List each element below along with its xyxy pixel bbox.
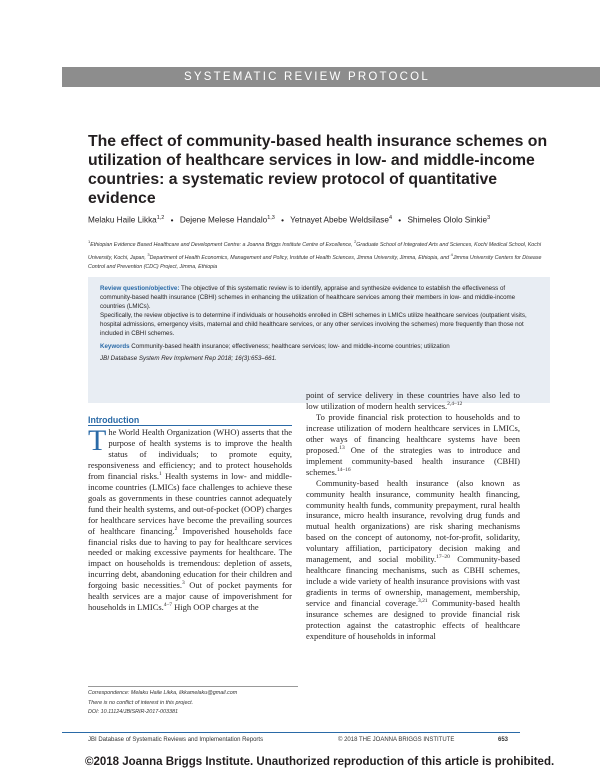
body-paragraph — [306, 412, 520, 478]
author-affil-sup: 4 — [388, 215, 392, 221]
page-number: 653 — [498, 737, 509, 743]
citation-ref: 1 — [159, 470, 162, 477]
abstract-keywords — [100, 342, 538, 351]
heading-rule — [88, 425, 292, 426]
abstract-specific: Specifically, the review objective is to determine if individuals or households enrolled in CBHI schemes in LMICs utilize healthcare services (outpatient visits, hospital admissions, emergency visits, maternal and child healthcare services, or any other services involving the schemes) more frequently than those not included in CBHI schemes. — [100, 312, 527, 338]
abstract-box — [88, 277, 550, 403]
intro-text: Health systems in low- and middle-income countries (LMICs) face challenges to achieve these goals as governments in these countries cannot adequately fund their health systems, and out-of-pocket (OOP) charges for healthcare services have become the prevailing sources of healthcare financing. — [88, 470, 292, 536]
body-text: One of the strategies was to introduce and implement community-based health insurance (CBHI) schemes. — [306, 444, 520, 477]
footnote-rule — [88, 686, 298, 687]
body-text: Community-based healthcare financing mechanisms, such as CBHI schemes, include a wide variety of health insurance provisions with vast gradients in terms of ownership, management, membership, service and financial coverage. — [306, 554, 520, 609]
section-banner — [62, 67, 600, 87]
abstract-objective — [100, 284, 538, 311]
author-separator: • — [170, 215, 174, 225]
footer-copyright: © 2018 THE JOANNA BRIGGS INSTITUTE — [338, 737, 455, 743]
left-column — [88, 424, 292, 613]
author-name: Shimeles Ololo Sinkie — [407, 215, 488, 225]
affil-number: 4 — [450, 251, 453, 257]
banner-text: SYSTEMATIC REVIEW PROTOCOL — [184, 71, 430, 83]
keywords-label: Keywords — [100, 342, 130, 350]
drop-cap: T — [88, 424, 107, 457]
keywords-text: Community-based health insurance; effectiveness; healthcare services; low- and middle-income countries; utilization — [129, 342, 450, 350]
body-paragraph — [306, 478, 520, 642]
author-affil-sup: 1,2 — [156, 215, 165, 221]
citation-ref: 3 — [181, 580, 185, 587]
affiliations — [88, 237, 548, 272]
citation-ref: 2,4–12 — [447, 401, 463, 408]
affil-text: Graduate School of Integrated Arts and Sciences, Kochi Medical School, Kochi University, Kochi, Japan, — [88, 241, 542, 261]
right-column — [306, 390, 520, 642]
author-separator: • — [398, 215, 402, 225]
intro-text: he World Health Organization (WHO) asserts that the purpose of health systems is to improve the health status of individuals; to promote equity, responsiveness and efficiency; and to protect households from financial risks. — [88, 427, 292, 481]
introduction-heading: Introduction — [88, 415, 140, 425]
body-text: Community-based health insurance schemes are designed to provide financial risk protection against the catastrophic effects of healthcare expenditure of households in informal — [306, 598, 520, 641]
correspondence-footnote — [88, 689, 298, 718]
body-text: To provide financial risk protection to households and to increase utilization of modern healthcare services in LMICs, other ways of financing healthcare systems have been proposed. — [306, 411, 520, 455]
abstract-label: Review question/objective: — [100, 285, 180, 292]
citation-ref: 3,21 — [418, 598, 428, 605]
author-name: Melaku Haile Likka — [88, 215, 157, 225]
citation-ref: 4–7 — [163, 602, 173, 609]
affil-number: 3 — [147, 251, 150, 257]
affil-text: Ethiopian Evidence Based Healthcare and Development Centre: a Joanna Briggs Institute Centre of Excellence, — [90, 241, 355, 248]
affil-text: Department of Health Economics, Management and Policy, Institute of Health Sciences, Jimma University, Jimma, Ethiopia, and — [149, 254, 451, 261]
intro-text: Out of pocket payments for health services are a major cause of impoverishment for households in LMICs. — [88, 580, 292, 613]
author-affil-sup: 1,3 — [267, 215, 275, 221]
body-text: point of service delivery in these countries have also led to low utilization of modern health services. — [306, 390, 520, 411]
body-text: Community-based health insurance (also known as community health insurance, community health financing, community health funds, community prepayment, rural health insurance, micro health insurance, revolving drug funds and mutual health organizations) are risk sharing mechanisms based on the concept of autonomy, not-for-profit, solidarity, voluntary affiliation, participatory decision making and management, and social mobility. — [306, 477, 520, 565]
conflict-line: There is no conflict of interest in this project. — [88, 699, 194, 706]
citation-ref: 13 — [339, 444, 345, 451]
citation-ref: 14–16 — [336, 466, 351, 473]
footer-rule — [62, 732, 520, 733]
author-list — [88, 212, 558, 227]
affil-text: Jimma University Centers for Disease Control and Prevention (CDC) Project, Jimma, Ethiopia — [88, 254, 542, 270]
abstract-text: The objective of this systematic review is to identify, appraise and synthesize evidence to establish the effectiveness of community-based health insurance (CBHI) schemes in enhancing the utilization of healthcare services among their members in low- and middle-income countries (LMICs). — [100, 285, 516, 311]
body-paragraph — [306, 390, 520, 412]
copyright-notice: ©2018 Joanna Briggs Institute. Unauthorized reproduction of this article is prohibited. — [85, 756, 555, 768]
affil-number: 1 — [88, 239, 91, 244]
intro-paragraph — [88, 424, 292, 613]
citation-ref: 2 — [174, 525, 178, 532]
correspondence-line: Correspondence: Melaku Haile Likka, likkamelaku@gmail.com — [88, 690, 238, 696]
author-separator: • — [281, 215, 285, 225]
intro-text: High OOP charges at the — [172, 602, 259, 613]
footer-journal: JBI Database of Systematic Reviews and Implementation Reports — [88, 737, 264, 743]
author-name: Yetnayet Abebe Weldsilase — [290, 215, 389, 225]
doi-line: DOI: 10.11124/JBISRIR-2017-003381 — [88, 709, 178, 716]
article-title: The effect of community-based health insurance schemes on utilization of healthcare services in low- and middle-income countries: a systematic review protocol of quantitative evidence — [88, 133, 548, 207]
journal-citation: JBI Database System Rev Implement Rep 2018; 16(3):653–661. — [100, 354, 277, 362]
citation-ref: 17–20 — [436, 554, 450, 561]
author-affil-sup: 3 — [487, 215, 491, 221]
author-name: Dejene Melese Handalo — [179, 215, 268, 225]
intro-text: Impoverished households face financial risks due to having to pay for healthcare services needed or making excessive payments for healthcare. The impact on households is tremendous: depletion of assets, incurring debt, abandoning education for their children and forgoing basic necessities. — [88, 525, 292, 591]
affil-number: 2 — [354, 239, 357, 244]
